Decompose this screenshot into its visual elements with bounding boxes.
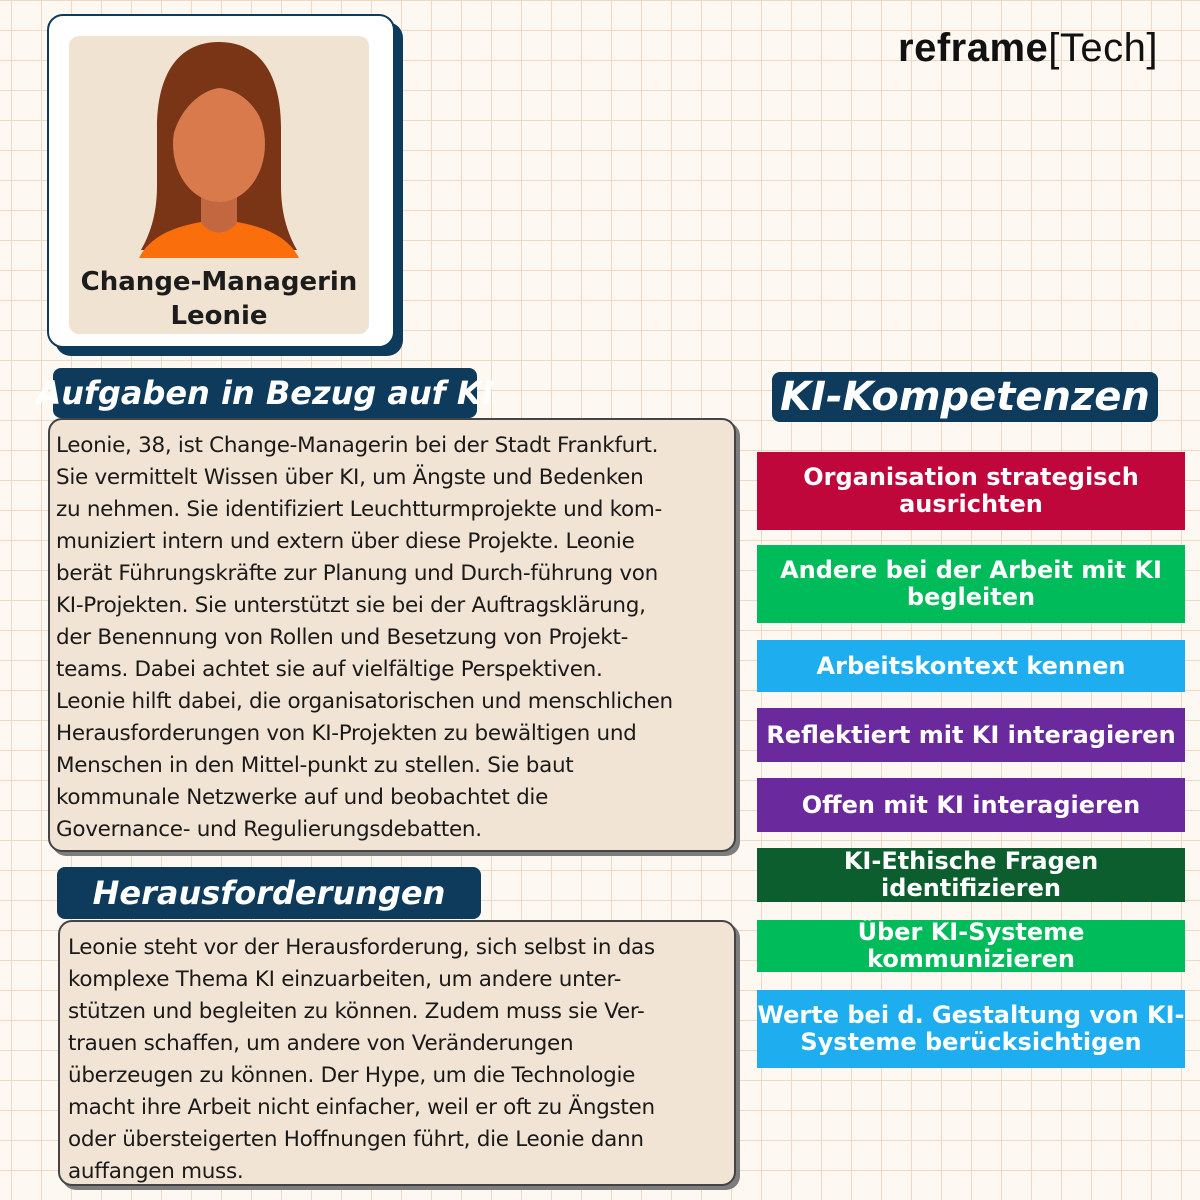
tasks-text: Leonie, 38, ist Change-Managerin bei der Stadt Frankfurt. Sie vermittelt Wissen über KI, um Ängste und Bedenken zu nehmen. Sie identifiziert Leuchtturmprojekte und kom- muniziert intern und extern über diese Projekte. Leonie berät Führungskräfte zur Planung und Durch-führung von KI-Projekten. Sie unterstützt sie bei der Auftragsklärung, der Benennung von Rollen und Besetzung von Projekt- teams. Dabei achtet sie auf vielfältige Perspektiven. Leonie hilft dabei, die organisatorischen und menschlichen Herausforderungen von KI-Projekten zu bewältigen und Menschen in den Mittel-punkt zu stellen. Sie baut kommunale Netzwerke auf und beobachtet die Governance- und Regulierungsdebatten. [56, 433, 673, 842]
competence-arbeitskontext: Arbeitskontext kennen [757, 640, 1185, 692]
tasks-header: Aufgaben in Bezug auf KI [53, 368, 477, 418]
competences-header: KI-Kompetenzen [772, 372, 1158, 422]
tasks-box [48, 418, 736, 852]
logo-bold-text: reframe [898, 26, 1049, 70]
challenges-header: Herausforderungen [57, 867, 481, 919]
competence-organisation-strategisch: Organisation strategisch ausrichten [757, 452, 1185, 530]
logo-light-text: [Tech] [1048, 26, 1158, 70]
competence-ethische-fragen: KI-Ethische Fragen identifizieren [757, 848, 1185, 902]
reframe-tech-logo [898, 26, 1158, 71]
competence-kommunizieren: Über KI-Systeme kommunizieren [757, 920, 1185, 972]
challenges-box [58, 920, 736, 1186]
competence-reflektiert-interagieren: Reflektiert mit KI interagieren [757, 708, 1185, 762]
persona-name: Leonie [170, 301, 268, 331]
competence-werte-gestaltung: Werte bei d. Gestaltung von KI- Systeme berücksichtigen [757, 990, 1185, 1068]
persona-role: Change-Managerin [80, 267, 358, 297]
challenges-text: Leonie steht vor der Herausforderung, sich selbst in das komplexe Thema KI einzuarbeiten, um andere unter- stützen und begleiten zu können. Zudem muss sie Ver- trauen schaffen, um andere von Veränderungen überzeugen zu können. Der Hype, um die Technologie macht ihre Arbeit nicht einfacher, weil er oft zu Ängsten oder übersteigerten Hoffnungen führt, die Leonie dann auffangen muss. [68, 935, 655, 1184]
competence-offen-interagieren: Offen mit KI interagieren [757, 778, 1185, 832]
competence-andere-begleiten: Andere bei der Arbeit mit KI begleiten [757, 545, 1185, 623]
